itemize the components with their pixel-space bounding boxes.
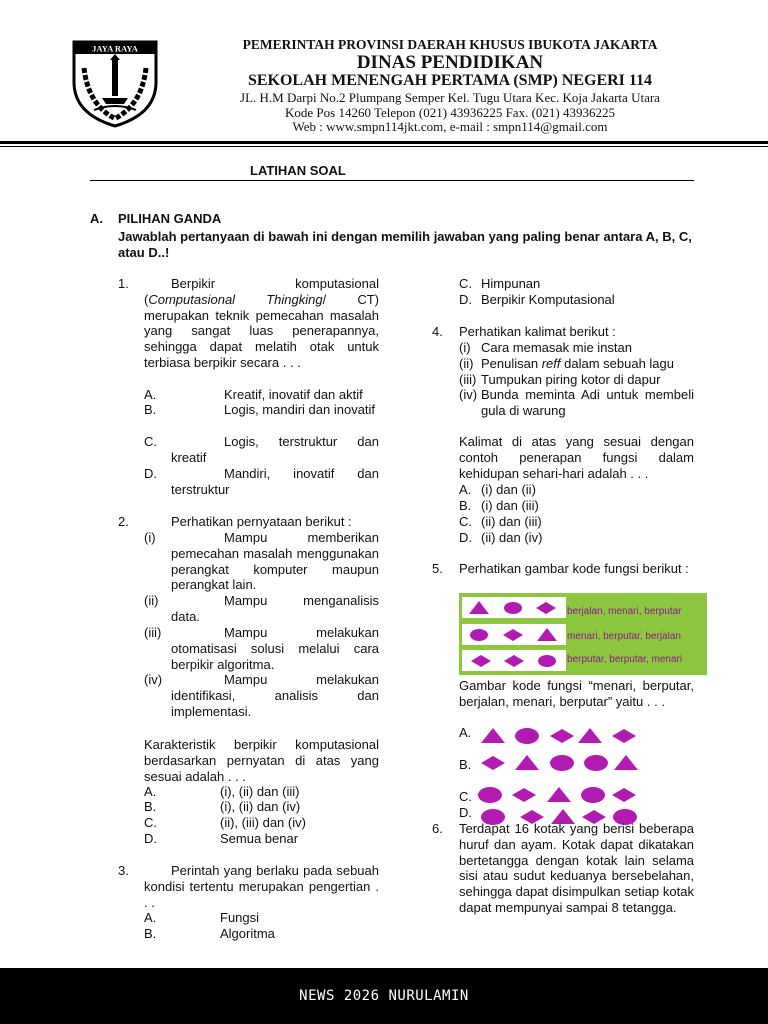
q3-option-b-letter[interactable]: B. [144,926,157,941]
q5-number: 5. [432,561,443,576]
q4-option-c-text[interactable]: (ii) dan (iii) [481,514,542,529]
q2-option-d-text[interactable]: Semua benar [220,831,299,846]
code-row-2-shapes [462,624,566,645]
q4-option-b-letter[interactable]: B. [459,498,472,513]
triangle-shape [515,755,539,770]
code-row-2-label: menari, berputar, berjalan [567,631,681,642]
q5-option-c-shapes[interactable] [478,784,648,808]
circle-shape [515,728,539,744]
circle-shape [584,755,608,771]
code-row-3-shapes [462,650,566,671]
q1-option-d-text[interactable]: Mandiri, inovatif dan terstruktur [171,466,379,497]
diamond-shape [612,788,636,802]
q1-stem [144,276,379,371]
q3-option-d-letter[interactable]: D. [459,292,472,307]
q2-number: 2. [118,514,129,529]
diamond-shape [512,788,536,802]
q3-stem: Perintah yang berlaku pada sebuah kondisi tertentu merupakan pengertian . . . [144,863,379,910]
section-letter: A. [90,211,103,226]
q4-option-c-letter[interactable]: C. [459,514,472,529]
q4-statement-ii-a: Penulisan [481,356,542,371]
q5-option-d-letter[interactable]: D. [459,805,472,820]
q5-option-a-letter[interactable]: A. [459,725,472,740]
circle-shape [504,602,522,614]
q4-statement-i-roman: (i) [459,340,471,355]
triangle-shape [481,728,505,743]
code-function-table [459,593,707,675]
q2-question: Karakteristik berpikir komputasional berdasarkan pernyatan di atas yang sesuai adalah . . . [144,737,379,784]
q5-option-c-letter[interactable]: C. [459,789,472,804]
triangle-shape [547,787,571,802]
title-underline [90,180,694,181]
q1-option-a-letter[interactable]: A. [144,387,157,402]
header-divider-thin [0,146,768,147]
code-row-1-shapes [462,597,566,618]
header-contact: Kode Pos 14260 Telepon (021) 43936225 Fax. (021) 43936225 [285,105,615,120]
q4-question: Kalimat di atas yang sesuai dengan contoh penerapan fungsi dalam kehidupan sehari-hari adalah . . . [459,434,694,481]
diamond-shape [612,729,636,743]
q3-option-c-text[interactable]: Himpunan [481,276,541,291]
q3-option-d-text[interactable]: Berpikir Komputasional [481,292,615,307]
q4-statement-iv: Bunda meminta Adi untuk membeli gula di warung [481,387,694,418]
code-row-3-label: berputar, berputar, menari [567,654,683,665]
footer-watermark: NEWS 2026 NURULAMIN [299,988,469,1004]
q1-rest: merupakan teknik pemecahan masalah yang sangat luas penerapannya, sehingga dapat melatih otak untuk terbiasa berpikir secara . . . [144,307,379,370]
q1-paren: ( [144,291,149,307]
q4-statement-iii-roman: (iii) [459,372,477,387]
header-school-name: SEKOLAH MENENGAH PERTAMA (SMP) NEGERI 114 [247,72,653,89]
q2-statement-ii-roman: (ii) [144,593,159,608]
q2-statement-iv: Mampu melakukan identifikasi, analisis dan implementasi. [171,672,379,719]
q3-option-c-letter[interactable]: C. [459,276,472,291]
triangle-shape [614,755,638,770]
triangle-shape [578,728,602,743]
q4-statement-ii-italic: reff [541,356,561,371]
q6-number: 6. [432,821,443,836]
q4-statement-ii-b: dalam sebuah lagu [560,356,674,371]
code-row-1-label: berjalan, menari, berputar [567,606,682,617]
circle-shape [538,655,556,667]
q5-question: Gambar kode fungsi “menari, berputar, berjalan, menari, berputar” yaitu . . . [459,678,694,709]
q5-option-a-shapes[interactable] [478,725,648,749]
page-title: LATIHAN SOAL [250,163,346,178]
q4-number: 4. [432,324,443,339]
q2-option-c-letter[interactable]: C. [144,815,157,830]
q5-option-b-letter[interactable]: B. [459,757,472,772]
q1-option-a-text[interactable]: Kreatif, inovatif dan aktif [224,387,363,402]
section-title: PILIHAN GANDA [118,211,222,226]
q4-option-b-text[interactable]: (i) dan (iii) [481,498,539,513]
q2-stem: Perhatikan pernyataan berikut : [171,514,352,529]
q2-statement-i-roman: (i) [144,530,156,545]
q2-statement-iv-roman: (iv) [144,672,163,687]
q1-option-b-letter[interactable]: B. [144,402,157,417]
q4-statement-iv-roman: (iv) [459,387,478,402]
q2-statement-i: Mampu memberikan pemecahan masalah menggunakan perangkat komputer maupun perangkat lain. [171,530,379,593]
q4-option-d-letter[interactable]: D. [459,530,472,545]
q4-stem: Perhatikan kalimat berikut : [459,324,616,339]
q2-statement-ii: Mampu menganalisis data. [171,593,379,624]
q2-option-a-letter[interactable]: A. [144,784,157,799]
code-row-2 [462,624,566,645]
triangle-shape [537,628,557,641]
q2-option-d-letter[interactable]: D. [144,831,157,846]
header-government: PEMERINTAH PROVINSI DAERAH KHUSUS IBUKOTA JAKARTA [242,37,658,52]
q1-number: 1. [118,276,129,291]
q4-statement-ii [481,356,674,372]
q5-stem: Perhatikan gambar kode fungsi berikut : [459,561,689,576]
header-web-email: Web : www.smpn114jkt.com, e-mail : smpn114@gmail.com [292,119,608,134]
q2-option-b-text[interactable]: (i), (ii) dan (iv) [220,799,301,814]
q1-line2 [144,292,379,308]
code-row-1 [462,597,566,618]
section-instruction: Jawablah pertanyaan di bawah ini dengan memilih jawaban yang paling benar antara A, B, C, atau D..! [118,229,692,260]
q3-option-a-letter[interactable]: A. [144,910,157,925]
diamond-shape [471,655,491,667]
circle-shape [478,787,502,803]
q1-option-c-letter[interactable]: C. [144,434,157,449]
q1-line1: Berpikir komputasional [171,276,379,291]
diamond-shape [504,655,524,667]
q3-option-a-text[interactable]: Fungsi [220,910,260,925]
q2-statement-iii-roman: (iii) [144,625,162,640]
diamond-shape [503,629,523,641]
q1-term: Computasional Thingking [148,291,323,307]
q2-option-b-letter[interactable]: B. [144,799,157,814]
header-divider [0,141,768,144]
circle-shape [470,629,488,641]
code-row-3 [462,650,566,671]
jaya-raya-logo [70,38,160,128]
q2-statement-iii: Mampu melakukan otomatisasi solusi melalui cara berpikir algoritma. [171,625,379,672]
q1-option-b-text[interactable]: Logis, mandiri dan inovatif [224,402,376,417]
logo-text: JAYA RAYA [92,43,138,54]
triangle-shape [469,601,489,614]
q1-option-c-text[interactable]: Logis, terstruktur dan kreatif [171,434,379,465]
q1-ct: / CT) [322,291,379,307]
q4-statement-i: Cara memasak mie instan [481,340,632,355]
q1-option-d-letter[interactable]: D. [144,466,157,481]
q5-option-b-shapes[interactable] [478,752,648,776]
q4-statement-ii-roman: (ii) [459,356,474,371]
circle-shape [550,755,574,771]
circle-shape [581,787,605,803]
q4-option-a-letter[interactable]: A. [459,482,472,497]
q6-stem: Terdapat 16 kotak yang berisi beberapa huruf dan ayam. Kotak dapat dikatakan bertetangga dengan kotak lain selama sisi atau sudut keduanya bersebelahan, sehingga dapat disimpulkan setiap kotak dapat mempunyai sampai 8 tetangga. [459,821,694,915]
q4-statement-iii: Tumpukan piring kotor di dapur [481,372,661,387]
q4-option-a-text[interactable]: (i) dan (ii) [481,482,536,497]
q2-option-c-text[interactable]: (ii), (iii) dan (iv) [220,815,306,830]
q4-option-d-text[interactable]: (ii) dan (iv) [481,530,543,545]
q3-option-b-text[interactable]: Algoritma [220,926,275,941]
header-department: DINAS PENDIDIKAN [356,52,544,73]
diamond-shape [481,756,505,770]
q2-option-a-text[interactable]: (i), (ii) dan (iii) [220,784,300,799]
diamond-shape [536,602,556,614]
q3-number: 3. [118,863,129,878]
diamond-shape [550,729,574,743]
header-address: JL. H.M Darpi No.2 Plumpang Semper Kel. Tugu Utara Kec. Koja Jakarta Utara [240,90,660,105]
